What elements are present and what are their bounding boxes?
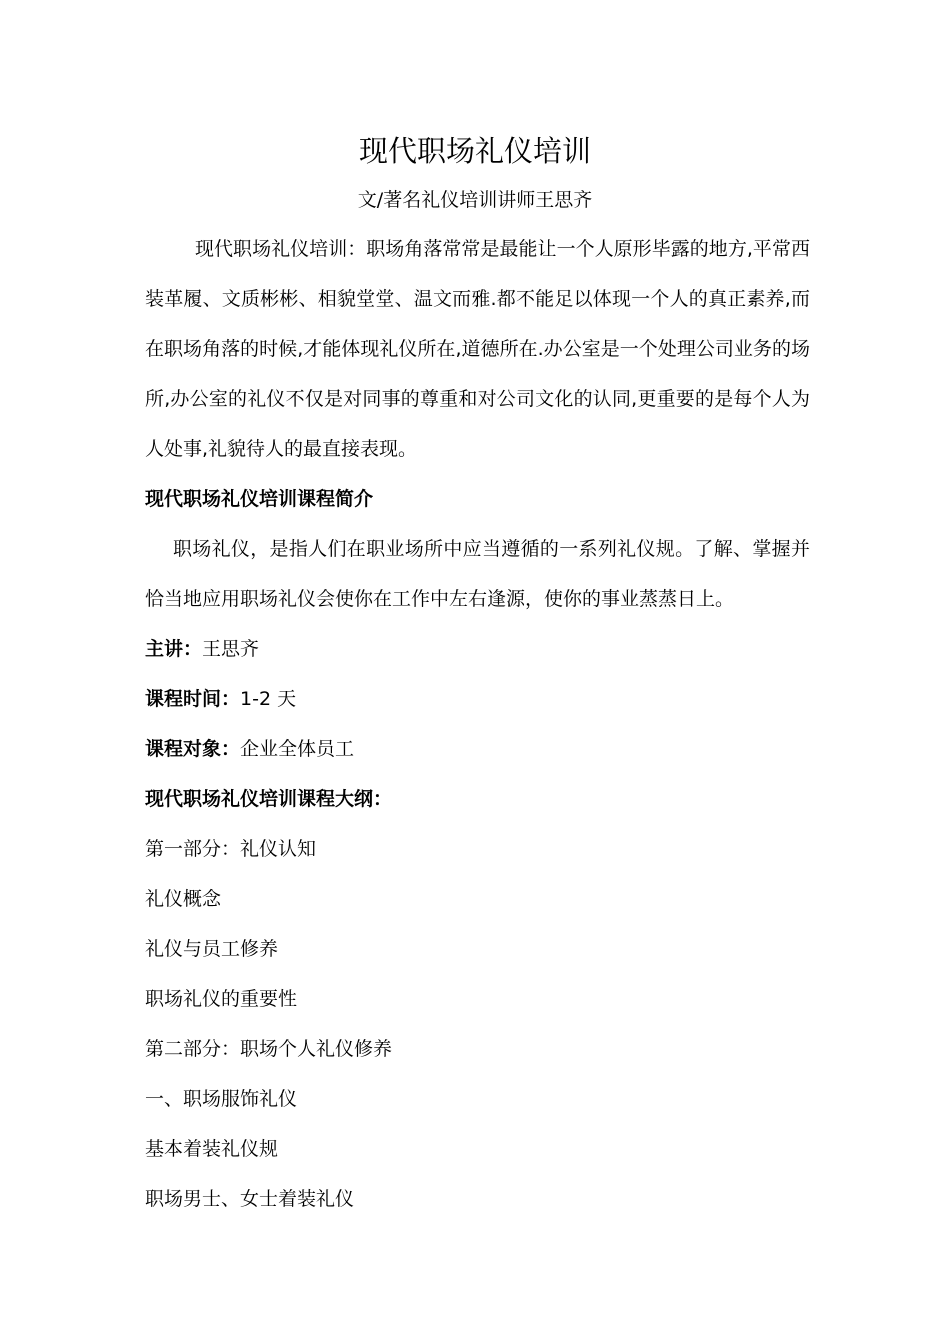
lecturer-label: 主讲：	[145, 638, 203, 660]
duration-value: 1-2 天	[240, 688, 297, 710]
outline-heading: 现代职场礼仪培训课程大纲：	[145, 788, 393, 810]
audience-line	[145, 724, 810, 774]
document-byline: 文/著名礼仪培训讲师王思齐	[357, 189, 593, 211]
lecturer-value: 王思齐	[202, 638, 260, 660]
intro-paragraph: 现代职场礼仪培训：职场角落常常是最能让一个人原形毕露的地方,平常西装革履、文质彬彬、相貌堂堂、温文而雅.都不能足以体现一个人的真正素养,而在职场角落的时候,才能体现礼仪所在,道德所在.办公室是一个处理公司业务的场所,办公室的礼仪不仅是对同事的尊重和对公司文化的认同,更重要的是每个人为人处事,礼貌待人的最直接表现。	[145, 238, 810, 460]
outline-item: 第一部分：礼仪认知	[145, 838, 317, 860]
outline-item: 一、职场服饰礼仪	[145, 1088, 298, 1110]
duration-label: 课程时间：	[145, 688, 241, 710]
course-intro-paragraph: 职场礼仪，是指人们在职业场所中应当遵循的一系列礼仪规。了解、掌握并恰当地应用职场礼仪会使你在工作中左右逢源，使你的事业蒸蒸日上。	[145, 538, 810, 610]
outline-item: 礼仪概念	[145, 888, 222, 910]
outline-item: 职场男士、女士着装礼仪	[145, 1188, 355, 1210]
document-title: 现代职场礼仪培训	[358, 134, 591, 168]
course-intro-heading: 现代职场礼仪培训课程简介	[145, 488, 374, 510]
outline-item: 第二部分：职场个人礼仪修养	[145, 1038, 393, 1060]
outline-item: 职场礼仪的重要性	[145, 988, 298, 1010]
outline-item: 礼仪与员工修养	[145, 938, 279, 960]
audience-value: 企业全体员工	[240, 738, 355, 760]
audience-label: 课程对象：	[145, 738, 241, 760]
duration-line	[145, 674, 810, 724]
lecturer-line	[145, 624, 810, 674]
outline-item: 基本着装礼仪规	[145, 1138, 279, 1160]
